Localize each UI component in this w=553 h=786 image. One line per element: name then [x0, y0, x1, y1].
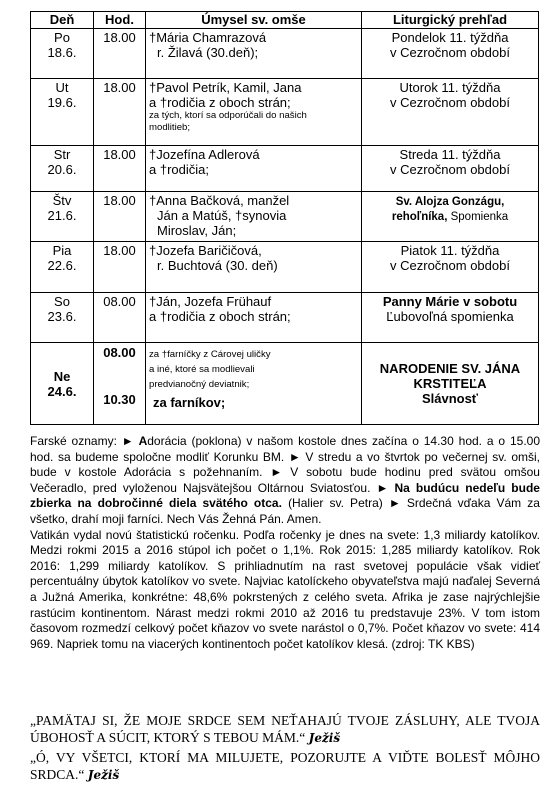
- intention-cell: [146, 79, 362, 146]
- intention-line: a †rodičia;: [149, 162, 209, 177]
- liturgy-bold: rehoľníka,: [391, 211, 448, 223]
- hour-cell: 18.00: [94, 192, 146, 242]
- announcement-collection: Na budúcu nedeľu bude zbierka na dobročinné diela svätého otca.: [30, 480, 540, 511]
- day-date: 19.6.: [47, 95, 77, 110]
- intention-line: a †rodičia z oboch strán;: [149, 95, 291, 110]
- intention-line: †Jozefa Baričičová,: [149, 243, 262, 258]
- day-name: Str: [53, 147, 71, 162]
- liturgy-line: KRSTITEĽA: [413, 376, 487, 391]
- intention-cell: [146, 242, 362, 293]
- hour-cell: 08.00: [94, 293, 146, 343]
- announcements-label: Farské oznamy:: [30, 434, 117, 448]
- intention-line: †Pavol Petrík, Kamil, Jana: [149, 80, 302, 95]
- day-name: Po: [54, 30, 70, 45]
- intention-small-line: modlitieb;: [149, 122, 191, 133]
- parish-notes: [30, 434, 540, 652]
- intention-cell: [146, 343, 362, 425]
- liturgy-line: v Cezročnom období: [390, 162, 510, 177]
- liturgy-cell: [362, 146, 539, 192]
- day-cell: [31, 29, 94, 79]
- liturgy-line: Utorok 11. týždňa: [399, 80, 501, 95]
- day-cell: [31, 146, 94, 192]
- intention-line: †Ján, Jozefa Frühauf: [149, 294, 272, 309]
- quote-second: [30, 749, 540, 784]
- liturgy-bold: Panny Márie v sobotu: [382, 294, 518, 309]
- hour-cell: 18.00: [94, 242, 146, 293]
- intention-line: a †rodičia z oboch strán;: [149, 309, 291, 324]
- liturgy-line: Streda 11. týždňa: [399, 147, 501, 162]
- day-cell: [31, 293, 94, 343]
- day-name: Štv: [52, 193, 72, 208]
- quote-text: „Ó, VY VŠETCI, KTORÍ MA MILUJETE, POZORUJTE A VIĎTE BOLESŤ MÔJHO SRDCA.“: [30, 750, 540, 782]
- intention-line: †Mária Chamrazová: [149, 30, 267, 45]
- table-row: [31, 242, 539, 293]
- day-cell: [31, 242, 94, 293]
- table-row: [31, 343, 539, 425]
- day-date: 20.6.: [47, 162, 77, 177]
- liturgy-line: v Cezročnom období: [390, 258, 510, 273]
- liturgy-cell: [362, 192, 539, 242]
- intention-line: r. Buchtová (30. deň): [157, 258, 278, 273]
- quote-first: [30, 712, 540, 747]
- intention-line: Miroslav, Ján;: [157, 223, 237, 238]
- liturgy-cell: [362, 79, 539, 146]
- hour-cell: [94, 343, 146, 425]
- quote-signature: Ježiš: [87, 768, 120, 782]
- announcement-wednesday: V stredu a vo štvrtok po večernej sv. omši, bude v kostole Adorácia s požehnaním.: [30, 449, 540, 480]
- quote-signature: Ježiš: [308, 731, 341, 745]
- quote-text: „PAMÄTAJ SI, ŽE MOJE SRDCE SEM NEŤAHAJÚ TVOJE ZÁSLUHY, ALE TVOJA ÚBOHOSŤ A SÚCIT, KTORÝ S TEBOU MÁM.“: [30, 713, 540, 745]
- liturgy-line: Pondelok 11. týždňa: [391, 30, 509, 45]
- intention-cell: [146, 146, 362, 192]
- header-hour: Hod.: [94, 12, 146, 29]
- table-row: [31, 192, 539, 242]
- bullet-arrow-icon: ►: [388, 496, 401, 511]
- hour-cell: 18.00: [94, 146, 146, 192]
- adoration-initial: A: [138, 434, 148, 448]
- liturgy-line: v Cezročnom období: [390, 45, 510, 60]
- table-header-row: [31, 12, 539, 29]
- hour-cell: 18.00: [94, 29, 146, 79]
- announcement-saturday: V sobotu bude hodinu pred svätou omšou Večeradlo, pred vyloženou Najsvätejšou Oltárnou Sviatosťou.: [30, 465, 540, 495]
- day-cell: [31, 343, 94, 425]
- day-cell: [31, 192, 94, 242]
- intention-small-line: predvianočný deviatnik;: [149, 379, 250, 390]
- bullet-arrow-icon: ►: [270, 465, 283, 480]
- statistics-paragraph: Vatikán vydal novú štatistickú ročenku. Podľa ročenky je dnes na svete: 1,3 miliardy katolíkov. Medzi rokmi 2015 a 2016 stúpol ich počet o 1,1%. Rok 2015: 1,285 miliardy katolíkov. Rok 2016: 1,299 miliardy katolíkov. S prihliadnutím na rast svetovej populácie však vidieť percentuálny úbytok katolíkov vo svete. Najviac katolíckeho obyvateľstva majú naďalej Severná a Južná Amerika, konkrétne: 48,6% pokrstených z celého sveta. Afrika je zase najrýchlejšie rastúcim kontinentom. Nárast medzi rokmi 2010 až 2016 tu predstavuje 23%. V tom istom časovom rozmedzí celkový počet kňazov vo svete narástol o 0,7%. Počet kňazov vo svete: 414 969. Napriek tomu na viacerých kontinentoch počet katolíkov klesá. (zdroj: TK KBS): [30, 527, 540, 651]
- hour-second: 10.30: [103, 392, 136, 407]
- table-row: [31, 29, 539, 79]
- day-date: 18.6.: [47, 45, 77, 60]
- liturgy-line: v Cezročnom období: [390, 95, 510, 110]
- liturgy-line: NARODENIE SV. JÁNA: [379, 361, 521, 376]
- intention-cell: [146, 192, 362, 242]
- day-name: So: [54, 294, 70, 309]
- liturgy-bold: Sv. Alojza Gonzágu,: [395, 196, 505, 208]
- day-name: Ne: [53, 368, 71, 384]
- bullet-arrow-icon: ►: [121, 434, 134, 448]
- day-date: 23.6.: [47, 309, 77, 324]
- day-name: Pia: [52, 243, 72, 258]
- announcement-thanks: Srdečná vďaka Vám za všetko, drahí moji farníci. Nech Vás Žehná Pán. Amen.: [30, 496, 540, 526]
- hour-cell: 18.00: [94, 79, 146, 146]
- day-date: 21.6.: [47, 208, 77, 223]
- day-date: 22.6.: [47, 258, 77, 273]
- table-row: [31, 79, 539, 146]
- intention-small-line: za †farníčky z Cárovej uličky: [149, 349, 271, 360]
- table-row: [31, 293, 539, 343]
- day-cell: [31, 79, 94, 146]
- day-name: Ut: [55, 80, 69, 95]
- intention-line: Ján a Matúš, †synovia: [157, 208, 287, 223]
- bullet-arrow-icon: ►: [288, 449, 301, 464]
- intention-bold: za farníkov;: [153, 395, 226, 410]
- table-row: [31, 146, 539, 192]
- announcement-collection-note: (Halier sv. Petra): [288, 496, 383, 511]
- liturgy-cell: [362, 29, 539, 79]
- liturgy-line: Slávnosť: [421, 391, 479, 406]
- liturgy-cell: [362, 293, 539, 343]
- liturgy-line: Piatok 11. týždňa: [400, 243, 500, 258]
- header-liturgy: Liturgický prehľad: [362, 12, 539, 29]
- header-intention: Úmysel sv. omše: [146, 12, 362, 29]
- intention-line: †Jozefína Adlerová: [149, 147, 260, 162]
- liturgy-rest: Spomienka: [447, 211, 509, 223]
- intention-cell: [146, 293, 362, 343]
- header-day: Deň: [31, 12, 94, 29]
- intention-line: r. Žilavá (30.deň);: [157, 45, 259, 60]
- mass-schedule-table: [30, 11, 539, 425]
- intention-small-line: a iné, ktoré sa modlievali: [149, 364, 255, 375]
- intention-small-line: za tých, ktorí sa odporúčali do našich: [149, 110, 307, 121]
- intention-cell: [146, 29, 362, 79]
- liturgy-rest: Ľubovoľná spomienka: [386, 309, 514, 324]
- intention-line: †Anna Bačková, manžel: [149, 193, 290, 208]
- liturgy-cell: [362, 242, 539, 293]
- quotes: [30, 712, 540, 786]
- day-date: 24.6.: [47, 383, 77, 399]
- announcement-adoration: dorácia (poklona) v našom kostole dnes začína o 14.30 hod. a o 15.00 hod. sa budeme spoločne modliť Korunku BM.: [30, 434, 541, 464]
- hour-first: 08.00: [103, 345, 136, 360]
- liturgy-cell: [362, 343, 539, 425]
- announcements-paragraph: [30, 434, 540, 528]
- bullet-arrow-icon: ►: [376, 480, 389, 495]
